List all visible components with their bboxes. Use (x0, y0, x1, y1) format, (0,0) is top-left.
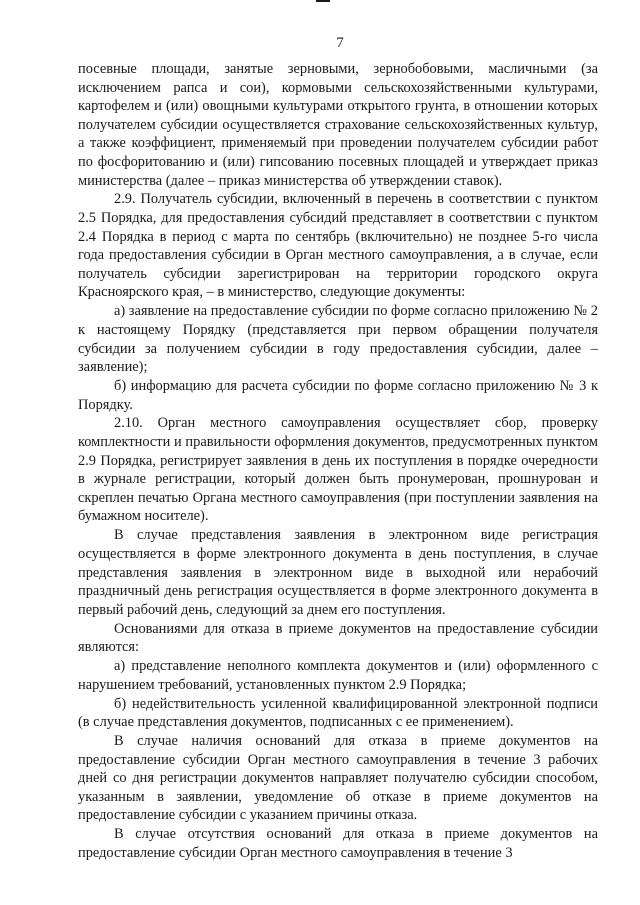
paragraph-refusal-notice: В случае наличия оснований для отказа в приеме документов на предоставление субсидии Орган местного самоуправления в течение 3 рабочих дней со дня регистрации документов направляет получателю субсидии способом, указанным в заявлении, уведомление об отказе в приеме документов на предоставление субсидии с указанием причины отказа. (78, 733, 598, 824)
paragraph-continuation: посевные площади, занятые зерновыми, зернобобовыми, масличными (за исключением рапса и сои), кормовыми сельскохозяйственными культурами, картофелем и (или) овощными культурами открытого грунта, в отношении которых получателем субсидии осуществляется страхование сельскохозяйственных культур, а также коэффициент, применяемый при проведении получателем субсидии работ по фосфоритованию и (или) гипсованию посевных площадей и утверждает приказ министерства (далее – приказ министерства об утверждении ставок). (78, 61, 598, 189)
paragraph-2-9-b: б) информацию для расчета субсидии по форме согласно приложению № 3 к Порядку. (78, 377, 598, 413)
paragraph-2-10: 2.10. Орган местного самоуправления осуществляет сбор, проверку комплектности и правильности оформления документов, предусмотренных пунктом 2.9 Порядка, регистрирует заявления в день их поступления в порядке очередности в журнале регистрации, который должен быть пронумерован, прошнурован и скреплен печатью Органа местного самоуправления (при поступлении заявления на бумажном носителе). (78, 415, 598, 525)
paragraph-refusal-grounds: Основаниями для отказа в приеме документов на предоставление субсидии являются: (78, 620, 598, 656)
paragraph-2-9-a: а) заявление на предоставление субсидии по форме согласно приложению № 2 к настоящему Порядку (представляется при первом обращении получателя субсидии за получением субсидии в году предоставления субсидии, далее – заявление); (78, 303, 598, 376)
paragraph-2-9: 2.9. Получатель субсидии, включенный в перечень в соответствии с пунктом 2.5 Порядка, для предоставления субсидий представляет в соответствии с пунктом 2.4 Порядка в период с марта по сентябрь (включительно) не позднее 5-го числа года предоставления субсидии в Орган местного самоуправления, а в случае, если получатель субсидии зарегистрирован на территории городского округа Красноярского края, – в министерство, следующие документы: (78, 191, 598, 301)
paragraph-refusal-a: а) представление неполного комплекта документов и (или) оформленного с нарушением требований, установленных пунктом 2.9 Порядка; (78, 658, 598, 693)
page-number: 7 (336, 35, 344, 51)
paragraph-electronic-registration: В случае представления заявления в электронном виде регистрация осуществляется в форме электронного документа в день поступления, в случае представления заявления в электронном виде в выходной или нерабочий праздничный день регистрация осуществляется в форме электронного документа в первый рабочий день, следующий за днем его поступления. (78, 527, 598, 618)
paragraph-no-refusal: В случае отсутствия оснований для отказа в приеме документов на предоставление субсидии Орган местного самоуправления в течение 3 (78, 826, 598, 861)
document-body (78, 60, 598, 863)
paragraph-refusal-b: б) недействительность усиленной квалифицированной электронной подписи (в случае представления документов, подписанных с ее применением). (78, 695, 598, 731)
page-edge-mark (316, 0, 330, 2)
